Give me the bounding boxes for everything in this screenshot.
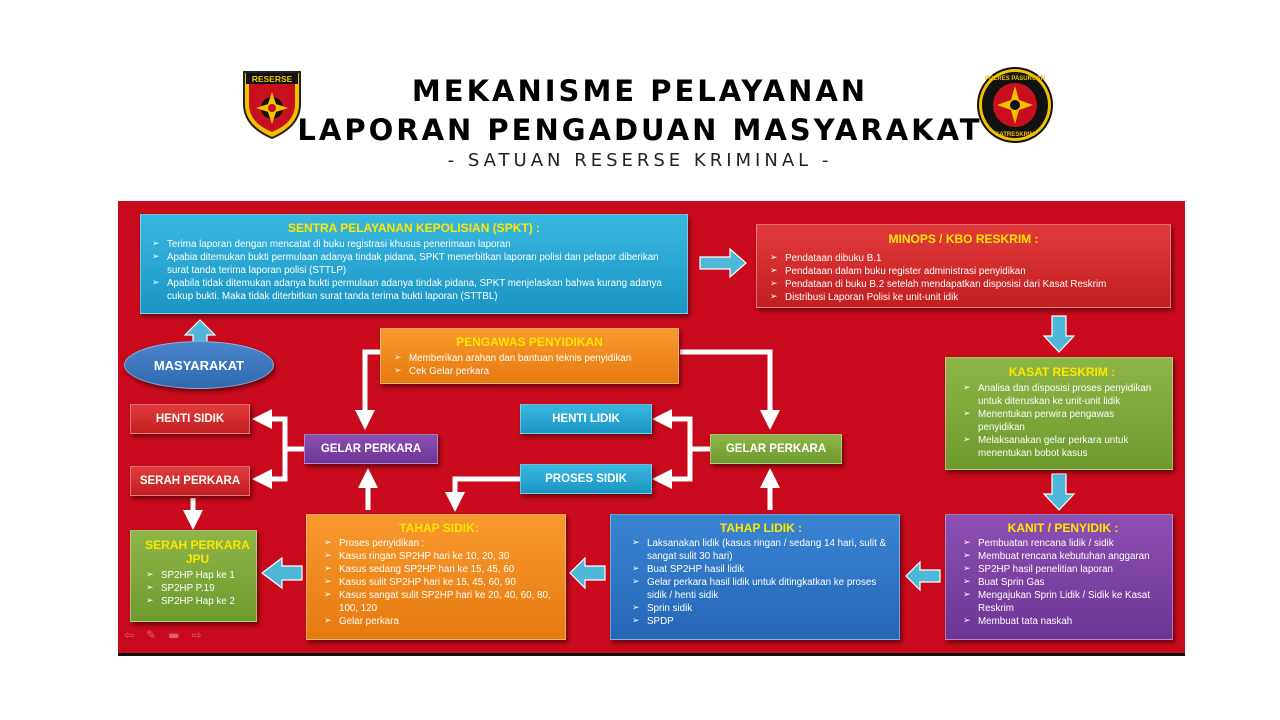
masyarakat-node: MASYARAKAT [124,341,274,389]
tahap-lidik-item: ➢ Sprin sidik [645,602,891,615]
arrow-minops-to-kasat [1044,316,1074,352]
tahap-sidik-item: ➢ Kasus sedang SP2HP hari ke 15, 45, 60 [337,563,555,576]
pengawas-title: PENGAWAS PENYIDIKAN [456,335,603,349]
spkt-item: ➢ Apabila tidak ditemukan adanya bukti permulaan adanya tindak pidana, SPKT menjelaskan bahwa kurang adanya cukup bukti. Maka tidak diterbitkan surat tanda terima bukti laporan (STTBL) [165,277,677,303]
kanit-item: ➢ Membuat rencana kebutuhan anggaran [976,550,1164,563]
spkt-item: ➢ Terima laporan dengan mencatat di buku registrasi khusus penerimaan laporan [165,238,677,251]
arrow-kasat-to-kanit [1044,474,1074,510]
kanit-item: ➢ Mengajukan Sprin Lidik / Sidik ke Kasat Reskrim [976,589,1164,615]
kanit-item: ➢ Membuat tata naskah [976,615,1164,628]
arrow-sidik-to-jpu [262,558,302,588]
tahap-sidik-box [306,514,566,640]
tahap-sidik-item: ➢ Proses penyidikan : [337,537,555,550]
serah-jpu-title: SERAH PERKARA JPU [145,538,250,566]
pengawas-item: ➢ Cek Gelar perkara [407,365,666,378]
logo-right-text-top: POLRES PASURUAN [985,76,1045,82]
kasat-box [945,357,1173,470]
serah-perkara-box: SERAH PERKARA [130,466,250,496]
serah-jpu-item: ➢ SP2HP Hap ke 1 [159,569,250,582]
minops-title: MINOPS / KBO RESKRIM : [888,232,1039,246]
logo-left-text: RESERSE [251,74,293,84]
kanit-item: ➢ Pembuatan rencana lidik / sidik [976,537,1164,550]
prev-slide-icon[interactable]: ⇦ [124,628,135,642]
gelar-perkara-left-box: GELAR PERKARA [304,434,438,464]
kanit-item: ➢ Buat Sprin Gas [976,576,1164,589]
tahap-sidik-item: ➢ Kasus sulit SP2HP hari ke 15, 45, 60, 90 [337,576,555,589]
spkt-box [140,214,688,314]
serah-jpu-item: ➢ SP2HP Hap ke 2 [159,595,250,608]
tahap-lidik-box [610,514,900,640]
pengawas-item: ➢ Memberikan arahan dan bantuan teknis penyidikan [407,352,666,365]
serah-jpu-item: ➢ SP2HP P.19 [159,582,250,595]
arrow-kanit-to-lidik [906,562,940,590]
tahap-sidik-item: ➢ Kasus ringan SP2HP hari ke 10, 20, 30 [337,550,555,563]
arrow-gelar-left-to-serah-perkara [262,449,285,479]
title-line-1: MEKANISME PELAYANAN [411,74,869,108]
subtitle: - SATUAN RESERSE KRIMINAL - [447,150,833,171]
arrow-gelar-left-to-henti-sidik [262,419,304,449]
minops-item: ➢ Pendataan di buku B.2 setelah mendapatkan disposisi dari Kasat Reskrim [783,278,1158,291]
tahap-lidik-title: TAHAP LIDIK : [719,521,803,535]
tahap-lidik-item: ➢ SPDP [645,615,891,628]
tahap-lidik-item: ➢ Gelar perkara hasil lidik untuk ditingkatkan ke proses sidik / henti sidik [645,576,891,602]
pengawas-box [380,328,679,384]
minops-item: ➢ Distribusi Laporan Polisi ke unit-unit idik [783,291,1158,304]
title-line-2: LAPORAN PENGADUAN MASYARAKAT [297,113,983,147]
next-slide-icon[interactable]: ⇨ [191,628,202,642]
arrow-lidik-to-sidik [570,558,605,588]
kasat-item: ➢ Analisa dan disposisi proses penyidikan untuk diteruskan ke unit-unit lidik [976,382,1162,408]
slide-controls [124,628,202,642]
arrow-pengawas-to-gelar-left [365,352,380,420]
kanit-box [945,514,1173,640]
arrow-gelar-right-to-proses-sidik [662,449,690,479]
arrow-pengawas-to-gelar-right [680,352,770,420]
kasat-item: ➢ Menentukan perwira pengawas penyidikan [976,408,1162,434]
tahap-sidik-item: ➢ Kasus sangat sulit SP2HP hari ke 20, 40, 60, 80, 100, 120 [337,589,555,615]
kanit-title: KANIT / PENYIDIK : [1007,521,1119,535]
kasat-title: KASAT RESKRIM : [1008,365,1116,379]
logo-right-text-bottom: SATRESKRIM [995,132,1035,138]
arrow-spkt-to-minops [700,249,746,277]
minops-item: ➢ Pendataan dibuku B.1 [783,252,1158,265]
arrow-proses-sidik-to-tahap-sidik [455,479,520,502]
spkt-item: ➢ Apabia ditemukan bukti permulaan adanya tindak pidana, SPKT menerbitkan laporan polisi dan pelapor diberikan surat tanda terima laporan polisi (STTLP) [165,251,677,277]
minops-item: ➢ Pendataan dalam buku register administrasi penyidikan [783,265,1158,278]
pen-icon[interactable]: ✎ [146,628,157,642]
tahap-lidik-item: ➢ Laksanakan lidik (kasus ringan / sedang 14 hari, sulit & sangat sulit 30 hari) [645,537,891,563]
kasat-item: ➢ Melaksanakan gelar perkara untuk menentukan bobot kasus [976,434,1162,460]
serah-jpu-box [130,530,257,622]
minops-box [756,224,1171,308]
spkt-title: SENTRA PELAYANAN KEPOLISIAN (SPKT) : [287,221,541,235]
henti-sidik-box: HENTI SIDIK [130,404,250,434]
slides-menu-icon[interactable]: ▬ [168,628,180,642]
arrow-gelar-right-to-henti-lidik [662,419,710,449]
tahap-sidik-title: TAHAP SIDIK: [399,521,479,535]
henti-lidik-box: HENTI LIDIK [520,404,652,434]
proses-sidik-box: PROSES SIDIK [520,464,652,494]
kanit-item: ➢ SP2HP hasil penelitian laporan [976,563,1164,576]
tahap-lidik-item: ➢ Buat SP2HP hasil lidik [645,563,891,576]
tahap-sidik-item: ➢ Gelar perkara [337,615,555,628]
gelar-perkara-right-box: GELAR PERKARA [710,434,842,464]
